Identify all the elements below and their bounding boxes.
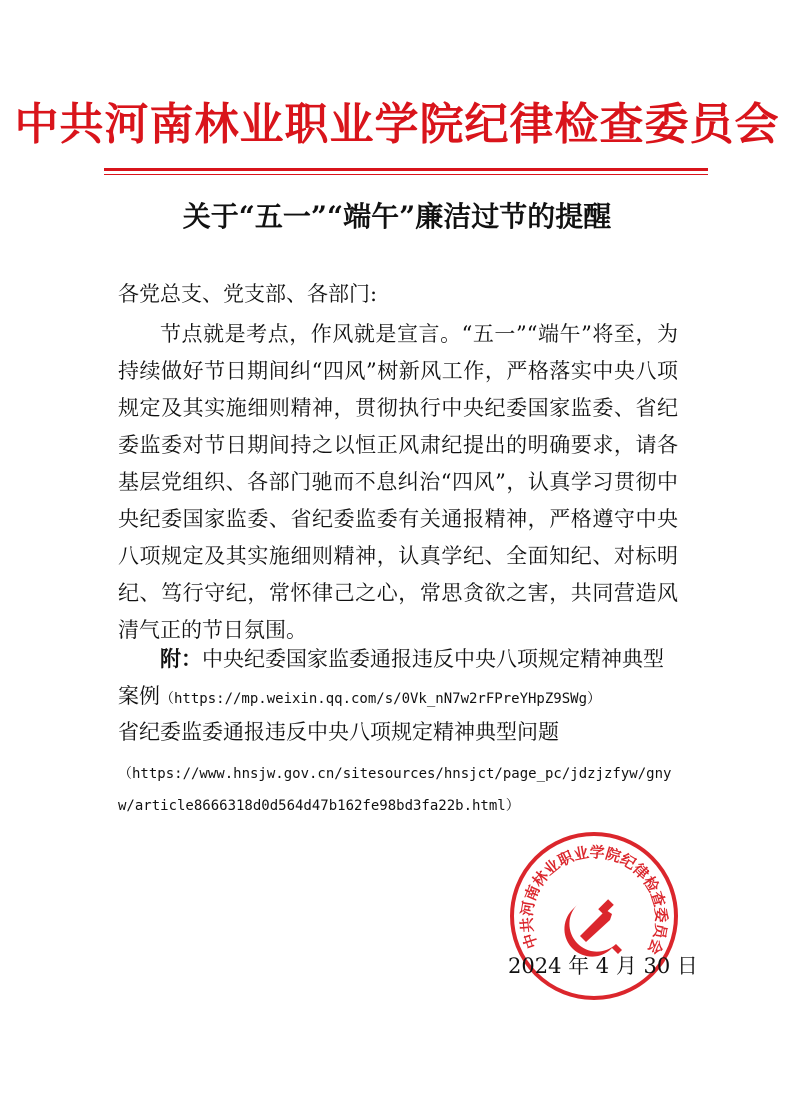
attachment-1-link[interactable]: （https://mp.weixin.qq.com/s/0Vk_nN7w2rFPreYHpZ9SWg）: [160, 691, 602, 707]
salutation: 各党总支、党支部、各部门:: [118, 282, 378, 306]
org-header-title: 中共河南林业职业学院纪律检查委员会: [14, 99, 780, 150]
svg-text:中共河南林业职业学院纪律检查委员会: [518, 843, 671, 957]
document-date: 2024 年 4 月 30 日: [508, 954, 698, 978]
attachment-2-link[interactable]: （https://www.hnsjw.gov.cn/sitesources/hnsjct/page_pc/jdzjzfyw/gnyw/article8666318d0d564d47b162fe98bd3fa22b.html）: [118, 766, 672, 814]
seal-text: 中共河南林业职业学院纪律检查委员会: [517, 843, 671, 958]
body-paragraph: 节点就是考点，作风就是宣言。“五一”“端午”将至，为持续做好节日期间纠“四风”树新风工作，严格落实中央八项规定及其实施细则精神，贯彻执行中央纪委国家监委、省纪委监委对节日期间持之以恒正风肃纪提出的明确要求，请各基层党组织、各部门驰而不息纠治“四风”，认真学习贯彻中央纪委国家监委、省纪委监委有关通报精神，严格遵守中央八项规定及其实施细则精神，认真学纪、全面知纪、对标明纪、笃行守纪，常怀律己之心，常思贪欲之害，共同营造风清气正的节日氛围。: [118, 322, 678, 642]
attachment-lead: 附：: [160, 646, 202, 671]
attachment-2-text: 省纪委监委通报违反中央八项规定精神典型问题: [118, 720, 559, 744]
header-rule-thin: [104, 174, 708, 175]
party-emblem-icon: [564, 899, 622, 956]
attachment-1: [118, 640, 678, 718]
attachment-1-text: 中央纪委国家监委通报违反中央八项规定精神典型案例: [118, 647, 664, 708]
document-title: 关于“五一”“端午”廉洁过节的提醒: [182, 200, 612, 233]
header-rule-thick: [104, 168, 708, 171]
